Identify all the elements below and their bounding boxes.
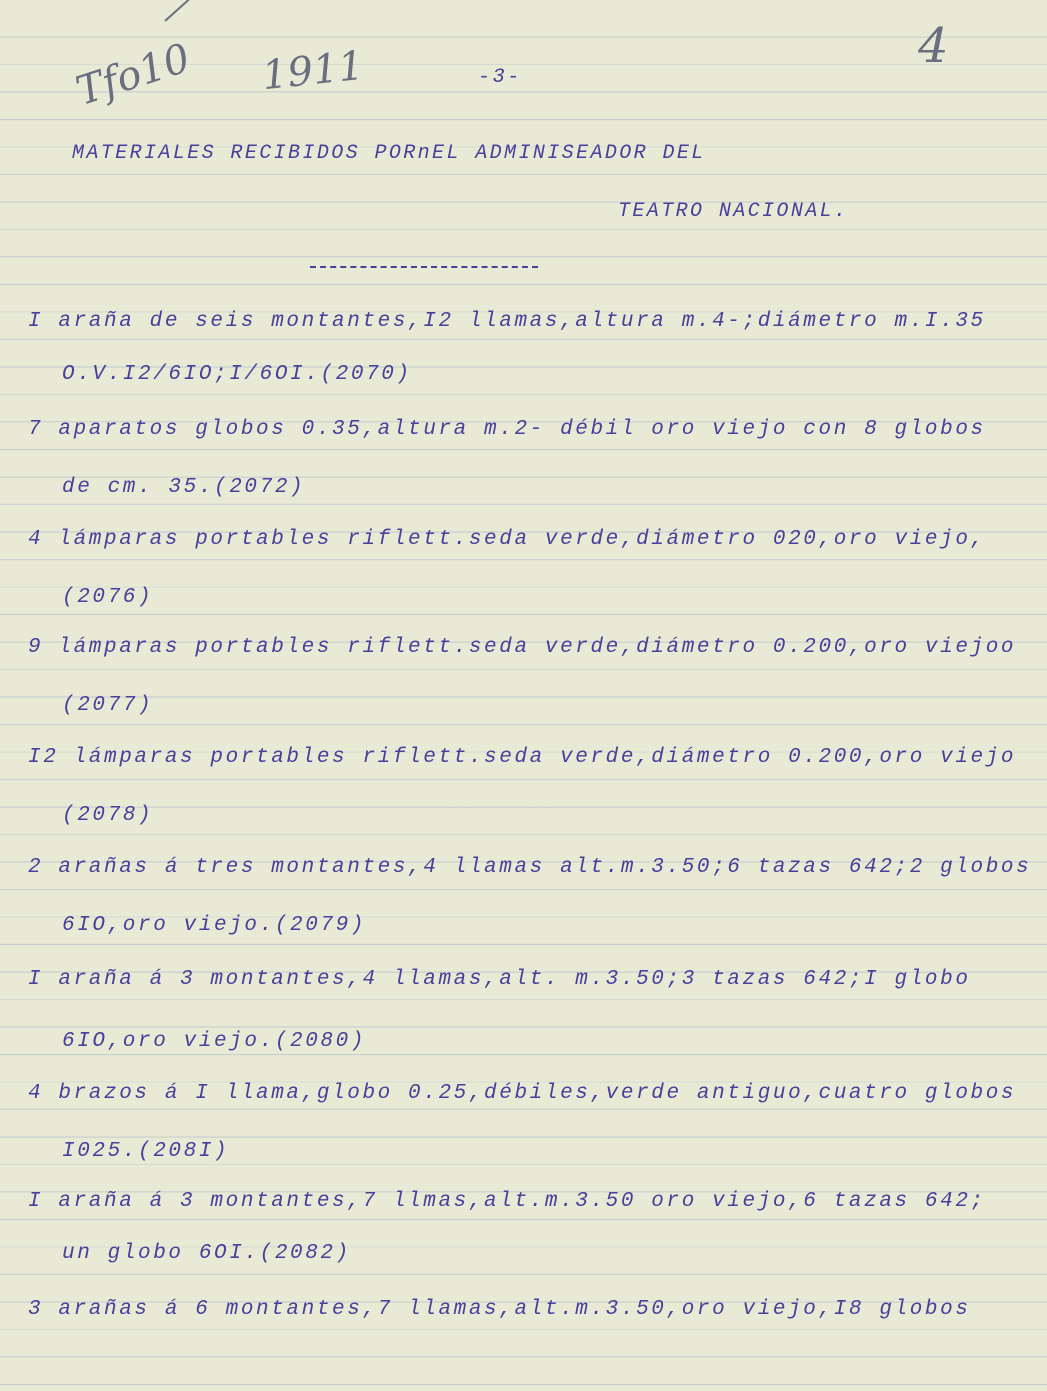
entry-line: I araña de seis montantes,I2 llamas,altura m.4-;diámetro m.I.35 <box>28 310 986 333</box>
entry-line: I2 lámparas portables riflett.seda verde,diámetro 0.200,oro viejo <box>28 746 1017 769</box>
entry-line-continued: (2076) <box>62 586 154 609</box>
entry-line: 4 lámparas portables riflett.seda verde,diámetro 020,oro viejo, <box>28 528 986 551</box>
entry-line-continued: 6IO,oro viejo.(2080) <box>62 1030 367 1053</box>
handwritten-folio-note: Tfo10 <box>70 35 196 115</box>
document-title-line-2: TEATRO NACIONAL. <box>618 200 849 223</box>
entry-line-continued: un globo 6OI.(2082) <box>62 1242 351 1265</box>
handwritten-year: 1911 <box>259 42 366 100</box>
entry-line-continued: I025.(208I) <box>62 1140 230 1163</box>
entry-line: I araña á 3 montantes,7 llmas,alt.m.3.50 oro viejo,6 tazas 642; <box>28 1190 986 1213</box>
entry-line: 2 arañas á tres montantes,4 llamas alt.m.3.50;6 tazas 642;2 globos <box>28 856 1032 879</box>
handwritten-folio-number: 4 <box>918 18 949 74</box>
handwritten-slash <box>164 0 243 22</box>
entry-line: I araña á 3 montantes,4 llamas,alt. m.3.50;3 tazas 642;I globo <box>28 968 971 991</box>
page-number: -3- <box>478 66 522 89</box>
document-title-line-1: MATERIALES RECIBIDOS PORnEL ADMINISEADOR DEL <box>72 142 706 165</box>
entry-line: 9 lámparas portables riflett.seda verde,diámetro 0.200,oro viejoo <box>28 636 1017 659</box>
entry-line-continued: de cm. 35.(2072) <box>62 476 306 499</box>
entry-line-continued: 6IO,oro viejo.(2079) <box>62 914 367 937</box>
entry-line: 3 arañas á 6 montantes,7 llamas,alt.m.3.50,oro viejo,I8 globos <box>28 1298 971 1321</box>
entry-line-continued: O.V.I2/6IO;I/6OI.(2070) <box>62 363 412 386</box>
entry-line: 7 aparatos globos 0.35,altura m.2- débil oro viejo con 8 globos <box>28 418 986 441</box>
title-underline <box>310 266 538 268</box>
entry-line-continued: (2077) <box>62 694 154 717</box>
entry-line-continued: (2078) <box>62 804 154 827</box>
entry-line: 4 brazos á I llama,globo 0.25,débiles,verde antiguo,cuatro globos <box>28 1082 1017 1105</box>
